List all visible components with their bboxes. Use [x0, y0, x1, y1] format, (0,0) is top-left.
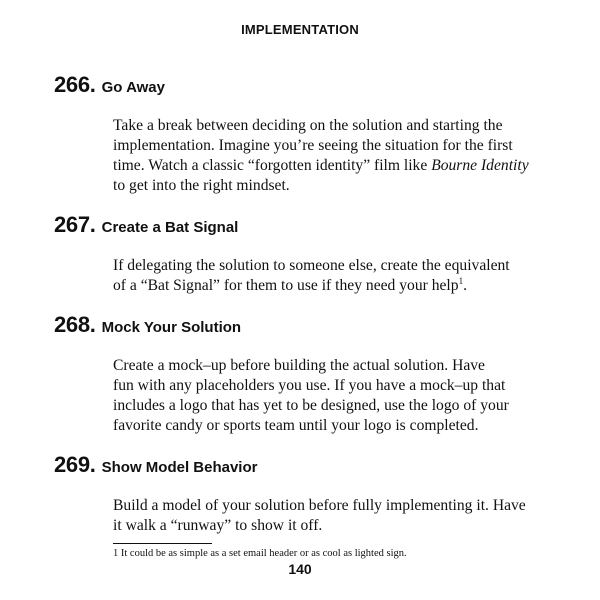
entry-266-heading: [54, 72, 165, 102]
entry-number: 267.: [54, 212, 96, 237]
running-head: IMPLEMENTATION: [241, 22, 359, 37]
entry-268-heading: [54, 312, 241, 342]
body-line: Create a mock–up before building the actual solution. Have: [113, 357, 485, 374]
body-line: to get into the right mindset.: [113, 177, 290, 194]
entry-number: 268.: [54, 312, 96, 337]
entry-266-body: [113, 116, 563, 196]
footnote-divider: [113, 543, 212, 544]
entry-title: Go Away: [101, 79, 165, 96]
entry-269-heading: [54, 452, 257, 482]
entry-269-body: [113, 496, 563, 536]
footnote-marker: 1: [458, 275, 464, 286]
body-line: favorite candy or sports team until your logo is completed.: [113, 417, 479, 434]
entry-title: Mock Your Solution: [101, 319, 242, 336]
body-text: of a “Bat Signal” for them to use if they need your help: [113, 277, 459, 294]
entry-268-body: [113, 356, 563, 436]
entry-number: 269.: [54, 452, 96, 477]
entry-title: Show Model Behavior: [101, 459, 258, 476]
page-number: 140: [288, 561, 312, 577]
entry-267-body: [113, 256, 563, 296]
entry-title: Create a Bat Signal: [101, 219, 239, 236]
body-line: Build a model of your solution before fully implementing it. Have: [113, 497, 526, 514]
footnote: 1 It could be as simple as a set email header or as cool as lighted sign.: [113, 548, 407, 559]
body-line: it walk a “runway” to show it off.: [113, 517, 323, 534]
body-line: [113, 156, 563, 176]
body-line: fun with any placeholders you use. If you have a mock–up that: [113, 377, 506, 394]
body-line: If delegating the solution to someone else, create the equivalent: [113, 257, 510, 274]
entry-number: 266.: [54, 72, 96, 97]
body-line: includes a logo that has yet to be designed, use the logo of your: [113, 397, 509, 414]
body-text: time. Watch a classic “forgotten identity” film like: [113, 157, 428, 174]
entry-267-heading: [54, 212, 238, 242]
body-text: .: [463, 277, 467, 294]
body-line: [113, 276, 563, 296]
body-line: implementation. Imagine you’re seeing the situation for the first: [113, 137, 513, 154]
film-title: Bourne Identity: [431, 157, 529, 174]
body-line: Take a break between deciding on the solution and starting the: [113, 117, 503, 134]
